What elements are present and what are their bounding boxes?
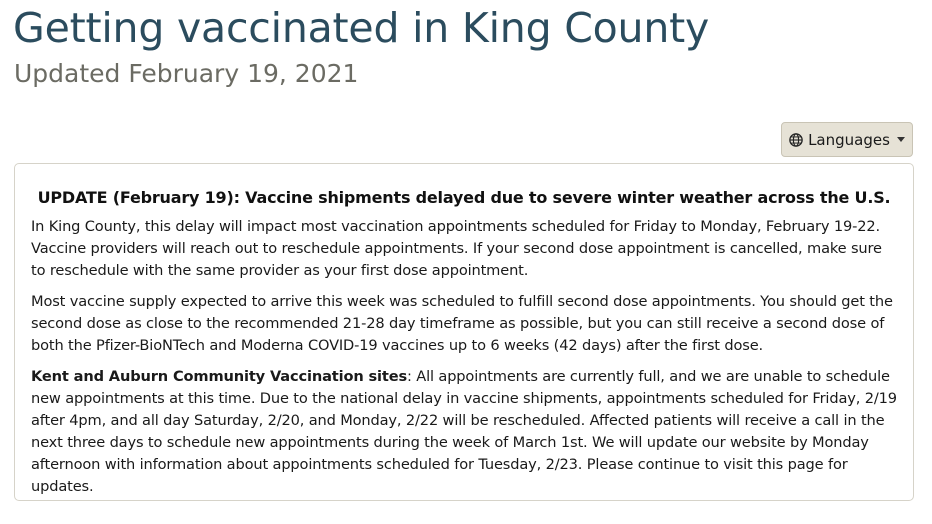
update-paragraph-3 xyxy=(31,366,897,498)
languages-dropdown-button[interactable] xyxy=(781,122,913,157)
globe-icon xyxy=(789,133,803,147)
vaccination-sites-text: : All appointments are currently full, and we are unable to schedule new appointments at this time. Due to the national delay in vaccine shipments, appointments scheduled for Friday, 2/19 after 4pm, and all day Saturday, 2/20, and Monday, 2/22 will be rescheduled. Affected patients will receive a call in the next three days to schedule new appointments during the week of March 1st. We will update our website by Monday afternoon with information about appointments scheduled for Tuesday, 2/23. Please continue to visit this page for updates. xyxy=(31,368,897,495)
page-title: Getting vaccinated in King County xyxy=(13,4,710,52)
updated-date: Updated February 19, 2021 xyxy=(14,59,359,88)
caret-down-icon xyxy=(897,137,905,142)
update-panel xyxy=(14,163,914,501)
update-heading: UPDATE (February 19): Vaccine shipments delayed due to severe winter weather across the U.S. xyxy=(37,188,891,207)
vaccination-sites-label: Kent and Auburn Community Vaccination sites xyxy=(31,368,408,385)
update-paragraph-1: In King County, this delay will impact most vaccination appointments scheduled for Friday to Monday, February 19-22. Vaccine providers will reach out to reschedule appointments. If your second dose appointment is cancelled, make sure to reschedule with the same provider as your first dose appointment. xyxy=(31,218,882,279)
update-paragraph-2: Most vaccine supply expected to arrive this week was scheduled to fulfill second dose appointments. You should get the second dose as close to the recommended 21-28 day timeframe as possible, but you can still receive a second dose of both the Pfizer-BioNTech and Moderna COVID-19 vaccines up to 6 weeks (42 days) after the first dose. xyxy=(31,293,893,354)
languages-label: Languages xyxy=(808,130,890,149)
